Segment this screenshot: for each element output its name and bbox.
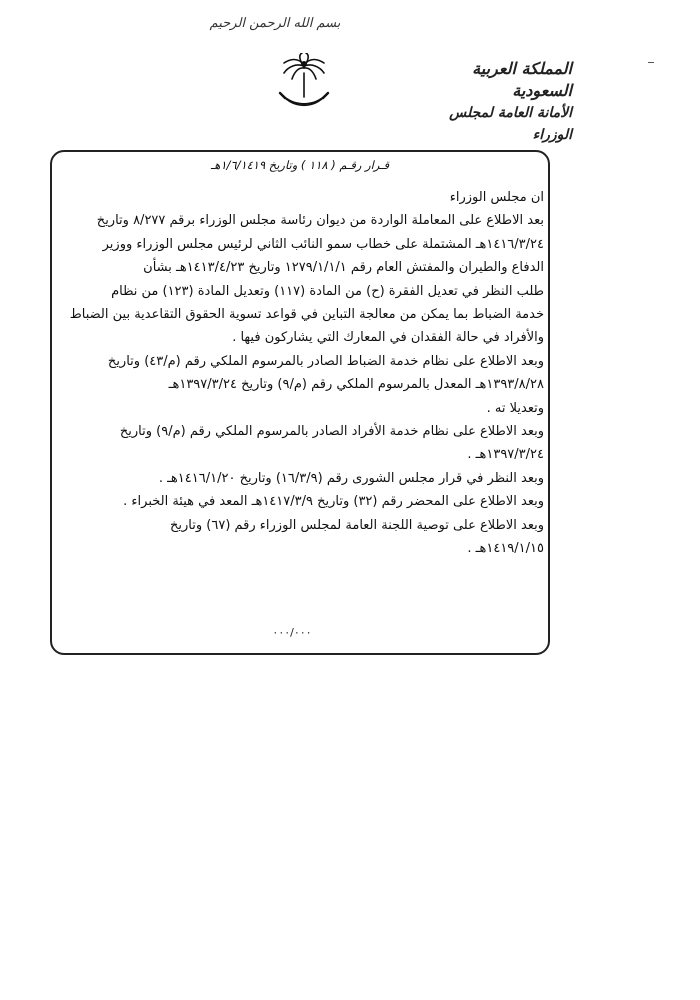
- margin-mark: [648, 62, 654, 63]
- body-line: ١٣٩٧/٣/٢٤هـ .: [467, 447, 544, 463]
- body-line: وتعديلا ته .: [486, 400, 544, 416]
- continuation-mark: ٠٠٠/٠٠٠: [272, 626, 312, 639]
- body-line: وبعد الاطلاع على توصية اللجنة العامة لمجلس الوزراء رقم (٦٧) وتاريخ: [170, 517, 544, 533]
- body-line: بعد الاطلاع على المعاملة الواردة من ديوان رئاسة مجلس الوزراء برقم ٨/٢٧٧ وتاريخ: [96, 213, 544, 229]
- body-line: خدمة الضباط بما يمكن من معالجة التباين في قواعد تسوية الحقوق التقاعدية بين الضباط: [69, 307, 544, 323]
- org-department: الأمانة العامة لمجلس الوزراء: [449, 105, 572, 143]
- body-line: ١٤١٩/١/١٥هـ .: [467, 541, 544, 557]
- basmala: بسم الله الرحمن الرحيم: [209, 16, 341, 31]
- body-line: طلب النظر في تعديل الفقرة (ح) من المادة (١١٧) وتعديل المادة (١٢٣) من نظام: [111, 283, 544, 299]
- body-line: وبعد الاطلاع على المحضر رقم (٣٢) وتاريخ ١٤١٧/٣/٩هـ المعد في هيئة الخبراء .: [123, 494, 544, 510]
- letterhead: [412, 58, 572, 146]
- decision-reference: قـرار رقـم ( ١١٨ ) وتاريخ ١/٦/١٤١٩هـ: [210, 158, 390, 172]
- body-line: ١٣٩٣/٨/٢٨هـ المعدل بالمرسوم الملكي رقم (م/٩) وتاريخ ١٣٩٧/٣/٢٤هـ: [168, 377, 544, 393]
- org-name: المملكة العربية السعودية: [472, 59, 572, 100]
- body-line: والأفراد في حالة الفقدان في المعارك التي يشاركون فيها .: [232, 330, 544, 346]
- body-line: وبعد النظر في قرار مجلس الشورى رقم (١٦/٣/٩) وتاريخ ١٤١٦/١/٢٠هـ .: [158, 470, 544, 486]
- body-line: الدفاع والطيران والمفتش العام رقم ١٢٧٩/١/١/١ وتاريخ ١٤١٣/٤/٢٣هـ بشأن: [143, 260, 544, 276]
- body-line: وبعد الاطلاع على نظام خدمة الأفراد الصادر بالمرسوم الملكي رقم (م/٩) وتاريخ: [119, 424, 544, 440]
- body-line: ان مجلس الوزراء: [449, 190, 544, 205]
- decision-body: [58, 186, 544, 561]
- palm-and-swords-emblem-icon: [276, 53, 332, 113]
- body-line: وبعد الاطلاع على نظام خدمة الضباط الصادر بالمرسوم الملكي رقم (م/٤٣) وتاريخ: [107, 353, 544, 369]
- body-line: ١٤١٦/٣/٢٤هـ المشتملة على خطاب سمو النائب الثاني لرئيس مجلس الوزراء ووزير: [102, 236, 544, 252]
